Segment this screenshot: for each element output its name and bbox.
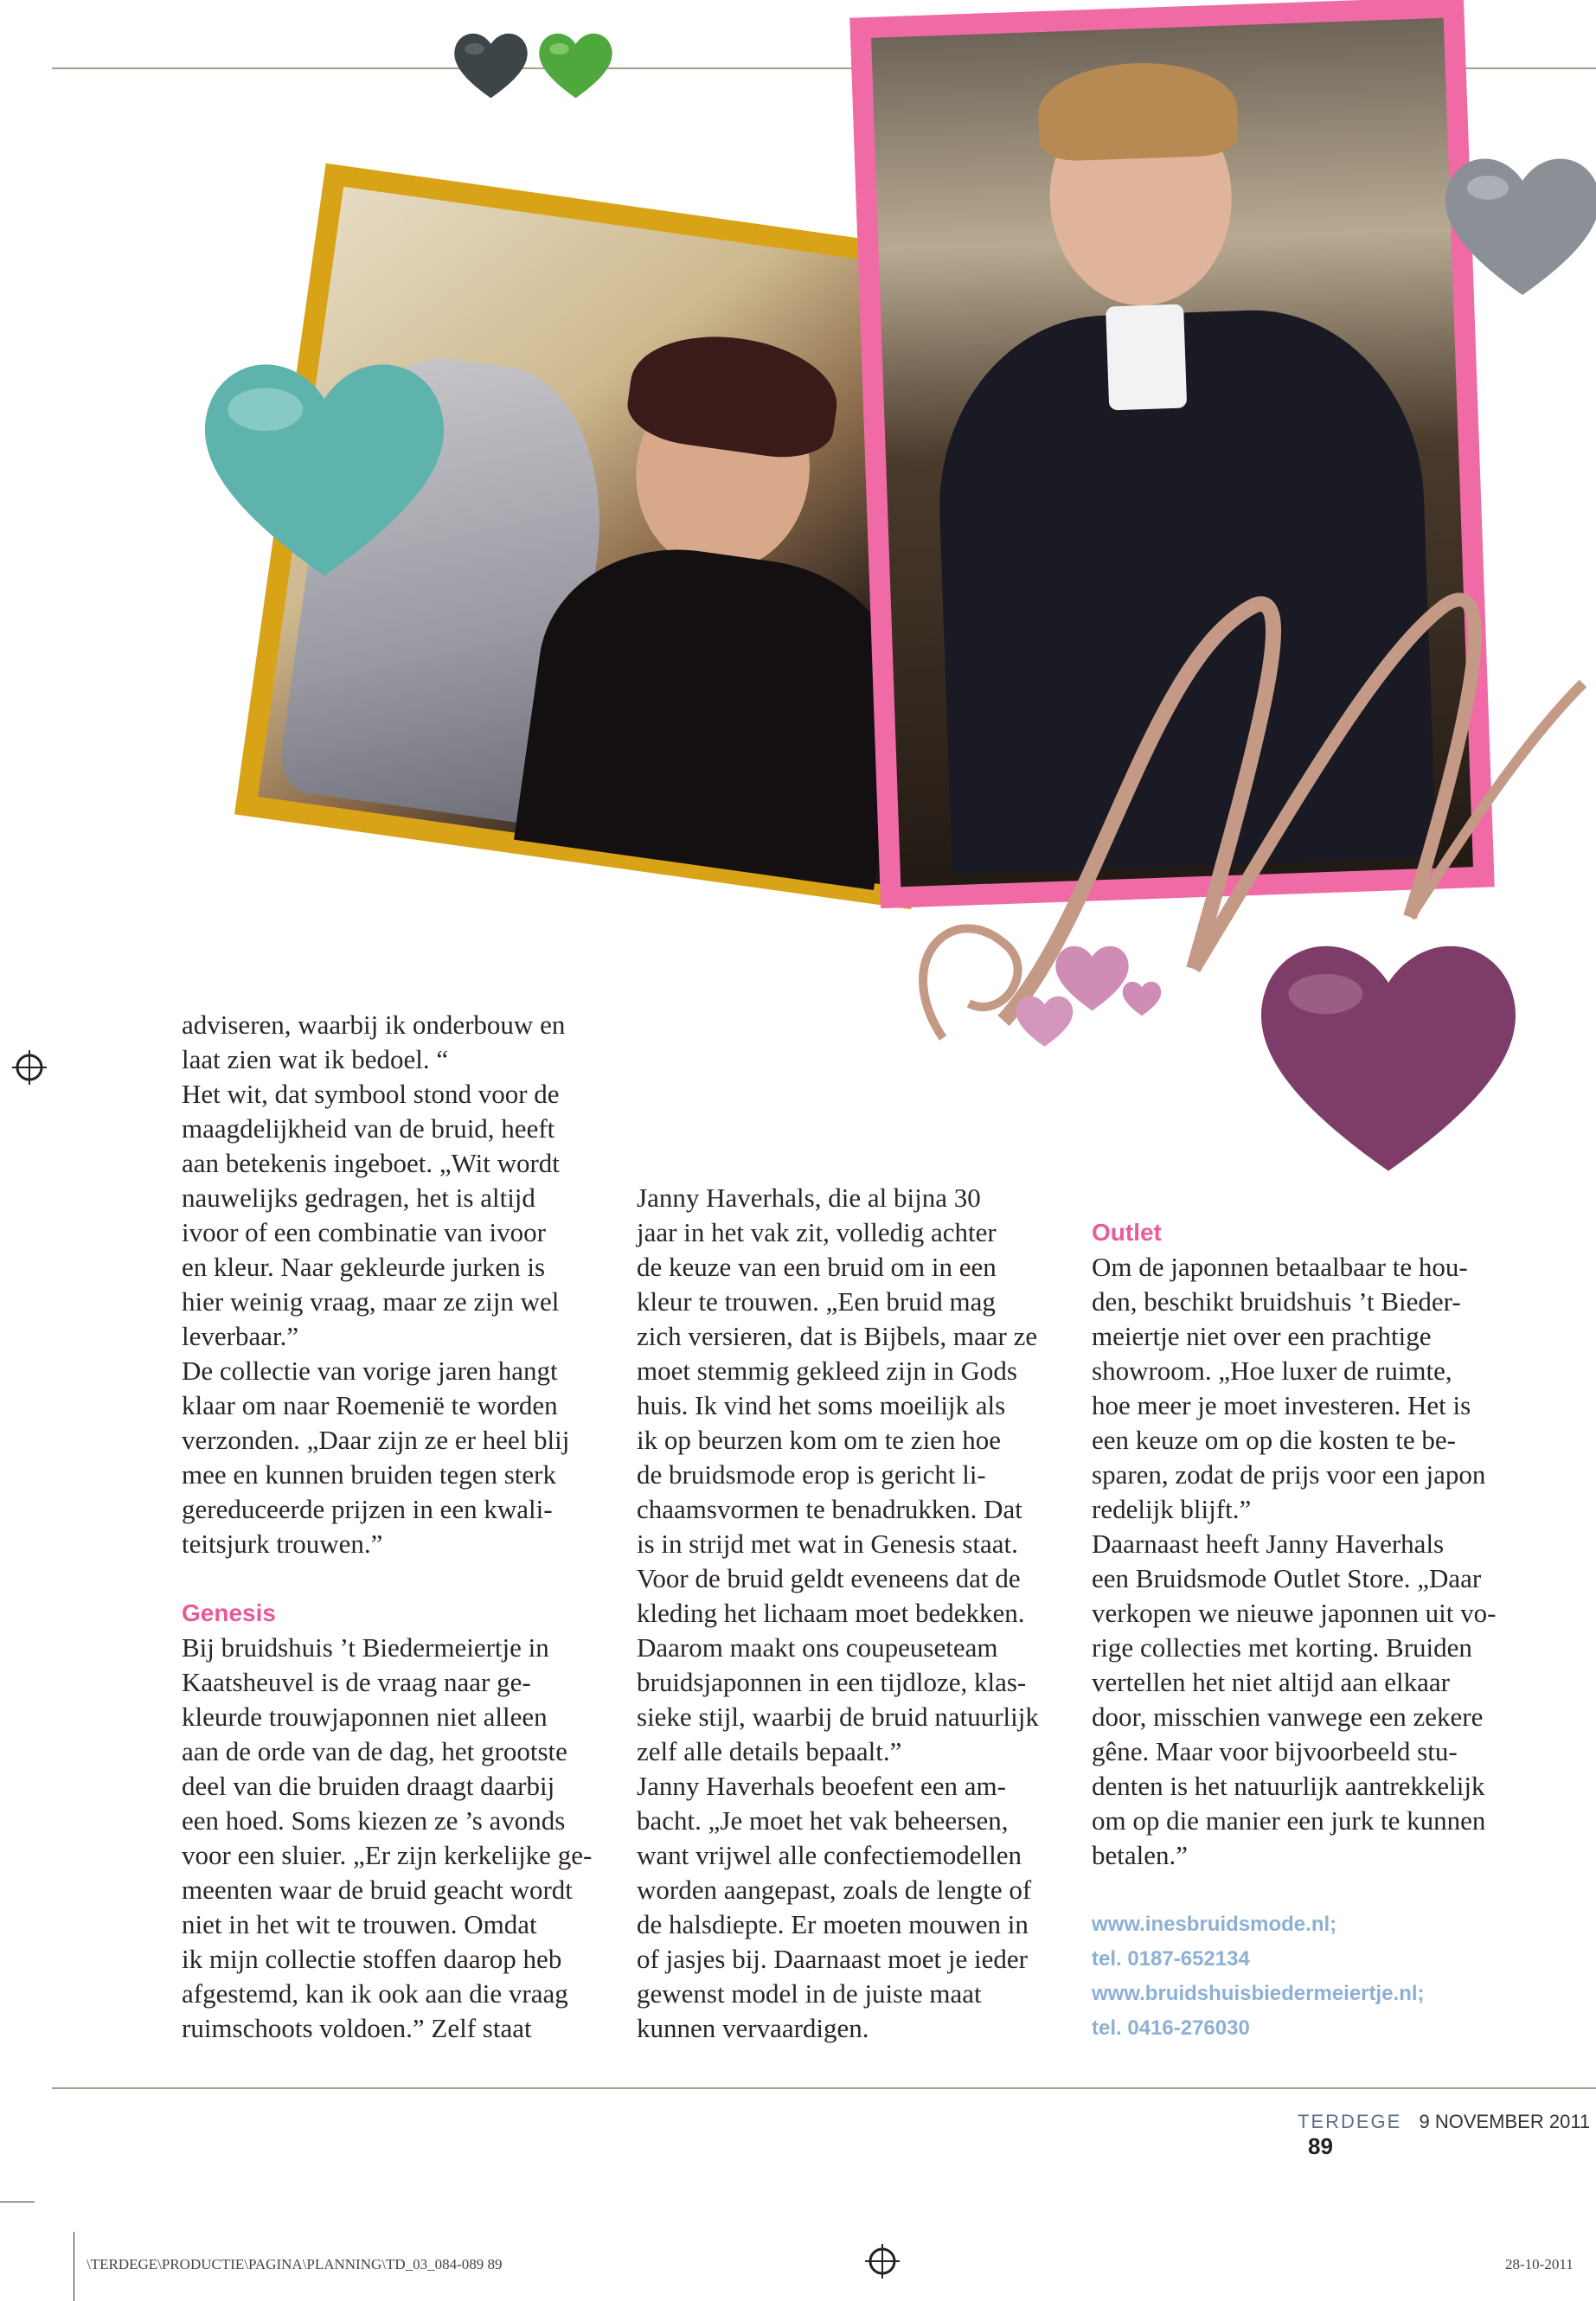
heart-icon	[535, 26, 617, 104]
article-column-2	[637, 1181, 1069, 2046]
text-line: worden aangepast, zoals de lengte of	[637, 1875, 1032, 1905]
text-line: Daarnaast heeft Janny Haverhals	[1092, 1529, 1445, 1559]
magazine-name: TERDEGE	[1298, 2111, 1402, 2132]
print-slug-date: 28-10-2011	[1505, 2256, 1574, 2272]
text-line: Janny Haverhals beoefent een am-	[637, 1771, 1006, 1801]
text-line: redelijk blijft.”	[1092, 1494, 1252, 1524]
text-line: kleurde trouwjaponnen niet alleen	[182, 1702, 548, 1732]
article-column-3	[1092, 1215, 1542, 2046]
text-line: bacht. „Je moet het vak beheersen,	[637, 1805, 1009, 1836]
text-line: Om de japonnen betaalbaar te hou-	[1092, 1252, 1468, 1282]
text-line: sparen, zodat de prijs voor een japon	[1092, 1459, 1486, 1490]
text-line: kleur te trouwen. „Een bruid mag	[637, 1286, 996, 1317]
text-line: niet in het wit te trouwen. Omdat	[182, 1909, 537, 1939]
text-line: aan betekenis ingeboet. „Wit wordt	[182, 1148, 560, 1178]
heart-icon	[190, 337, 458, 597]
text-line: een Bruidsmode Outlet Store. „Daar	[1092, 1563, 1482, 1593]
text-line: ik op beurzen kom om te zien hoe	[637, 1425, 1001, 1455]
text-line: of jasjes bij. Daarnaast moet je ieder	[637, 1944, 1028, 1974]
heart-icon	[1246, 913, 1531, 1198]
text-line: kunnen vervaardigen.	[637, 2013, 869, 2043]
text-line: door, misschien vanwege een zekere	[1092, 1702, 1484, 1732]
text-line: huis. Ik vind het soms moeilijk als	[637, 1390, 1006, 1420]
print-slug-path: \TERDEGE\PRODUCTIE\PAGINA\PLANNING\TD_03_084-089 89	[87, 2256, 503, 2272]
text-line: denten is het natuurlijk aantrekkelijk	[1092, 1771, 1485, 1801]
website-link[interactable]: www.inesbruidsmode.nl;	[1092, 1913, 1337, 1936]
page-number: 89	[1308, 2133, 1333, 2159]
footer	[1298, 2111, 1596, 2160]
text-line: betalen.”	[1092, 1840, 1189, 1870]
text-line: zich versieren, dat is Bijbels, maar ze	[637, 1321, 1038, 1351]
text-line: kleding het lichaam moet bedekken.	[637, 1598, 1025, 1628]
text-line: een hoed. Soms kiezen ze ’s avonds	[182, 1805, 566, 1836]
text-line: vertellen het niet altijd aan elkaar	[1092, 1667, 1450, 1697]
text-line: een keuze om op die kosten te be-	[1092, 1425, 1456, 1455]
text-line: Het wit, dat symbool stond voor de	[182, 1079, 560, 1109]
text-line: teitsjurk trouwen.”	[182, 1529, 383, 1559]
text-line: maagdelijkheid van de bruid, heeft	[182, 1113, 555, 1144]
text-line: gêne. Maar voor bijvoorbeeld stu-	[1092, 1736, 1458, 1766]
registration-mark-icon	[865, 2244, 900, 2279]
text-line: Voor de bruid geldt eveneens dat de	[637, 1563, 1021, 1593]
text-line: moet stemmig gekleed zijn in Gods	[637, 1356, 1017, 1386]
text-line: aan de orde van de dag, het grootste	[182, 1736, 567, 1766]
section-heading-genesis: Genesis	[182, 1599, 276, 1626]
text-line: laat zien wat ik bedoel. “	[182, 1044, 449, 1074]
text-line: Janny Haverhals, die al bijna 30	[637, 1183, 981, 1213]
bottom-rule	[52, 2087, 1596, 2089]
issue-date: 9 NOVEMBER 2011	[1419, 2111, 1591, 2132]
text-line: Bij bruidshuis ’t Biedermeiertje in	[182, 1632, 549, 1663]
heart-icon	[1436, 138, 1596, 311]
text-line: Kaatsheuvel is de vraag naar ge-	[182, 1667, 531, 1697]
text-line: bruidsjaponnen in een tijdloze, klas-	[637, 1667, 1027, 1697]
text-line: is in strijd met wat in Genesis staat.	[637, 1529, 1018, 1559]
section-heading-outlet: Outlet	[1092, 1219, 1162, 1246]
text-line: nauwelijks gedragen, het is altijd	[182, 1183, 535, 1213]
text-line: meenten waar de bruid geacht wordt	[182, 1875, 573, 1905]
website-link[interactable]: www.bruidshuisbiedermeiertje.nl;	[1092, 1982, 1425, 2005]
text-line: Daarom maakt ons coupeuseteam	[637, 1632, 998, 1663]
text-line: sieke stijl, waarbij de bruid natuurlijk	[637, 1702, 1039, 1732]
heart-icon	[1012, 990, 1077, 1051]
text-line: gereduceerde prijzen in een kwali-	[182, 1494, 553, 1524]
text-line: en kleur. Naar gekleurde jurken is	[182, 1252, 546, 1282]
text-line: de keuze van een bruid om in een	[637, 1252, 997, 1282]
phone-number: tel. 0416-276030	[1092, 2016, 1250, 2040]
text-line: mee en kunnen bruiden tegen sterk	[182, 1459, 556, 1490]
text-line: jaar in het vak zit, volledig achter	[637, 1217, 997, 1247]
registration-mark-icon	[12, 1050, 47, 1085]
text-line: want vrijwel alle confectiemodellen	[637, 1840, 1022, 1870]
text-line: voor een sluier. „Er zijn kerkelijke ge-	[182, 1840, 593, 1870]
text-line: ivoor of een combinatie van ivoor	[182, 1217, 546, 1247]
text-line: showroom. „Hoe luxer de ruimte,	[1092, 1356, 1452, 1386]
text-line: deel van die bruiden draagt daarbij	[182, 1771, 555, 1801]
text-line: de bruidsmode erop is gericht li-	[637, 1459, 986, 1490]
heart-icon	[1120, 977, 1163, 1019]
text-line: den, beschikt bruidshuis ’t Bieder-	[1092, 1286, 1461, 1317]
text-line: hoe meer je moet investeren. Het is	[1092, 1390, 1471, 1420]
text-line: ruimschoots voldoen.” Zelf staat	[182, 2013, 532, 2043]
phone-number: tel. 0187-652134	[1092, 1947, 1250, 1971]
text-line: meiertje niet over een prachtige	[1092, 1321, 1432, 1351]
article-column-1	[182, 1008, 614, 2046]
text-line: klaar om naar Roemenië te worden	[182, 1390, 558, 1420]
text-line: verkopen we nieuwe japonnen uit vo-	[1092, 1598, 1497, 1628]
text-line: ik mijn collectie stoffen daarop heb	[182, 1944, 562, 1974]
text-line: leverbaar.”	[182, 1321, 299, 1351]
text-line: de halsdiepte. Er moeten mouwen in	[637, 1909, 1029, 1939]
text-line: afgestemd, kan ik ook aan die vraag	[182, 1978, 568, 2009]
text-line: om op die manier een jurk te kunnen	[1092, 1805, 1486, 1836]
heart-icon	[450, 26, 532, 104]
text-line: gewenst model in de juiste maat	[637, 1978, 982, 2009]
text-line: adviseren, waarbij ik onderbouw en	[182, 1009, 566, 1040]
text-line: De collectie van vorige jaren hangt	[182, 1356, 558, 1386]
text-line: zelf alle details bepaalt.”	[637, 1736, 902, 1766]
text-line: verzonden. „Daar zijn ze er heel blij	[182, 1425, 570, 1455]
text-line: chaamsvormen te benadrukken. Dat	[637, 1494, 1022, 1524]
text-line: rige collecties met korting. Bruiden	[1092, 1632, 1472, 1663]
text-line: hier weinig vraag, maar ze zijn wel	[182, 1286, 560, 1317]
